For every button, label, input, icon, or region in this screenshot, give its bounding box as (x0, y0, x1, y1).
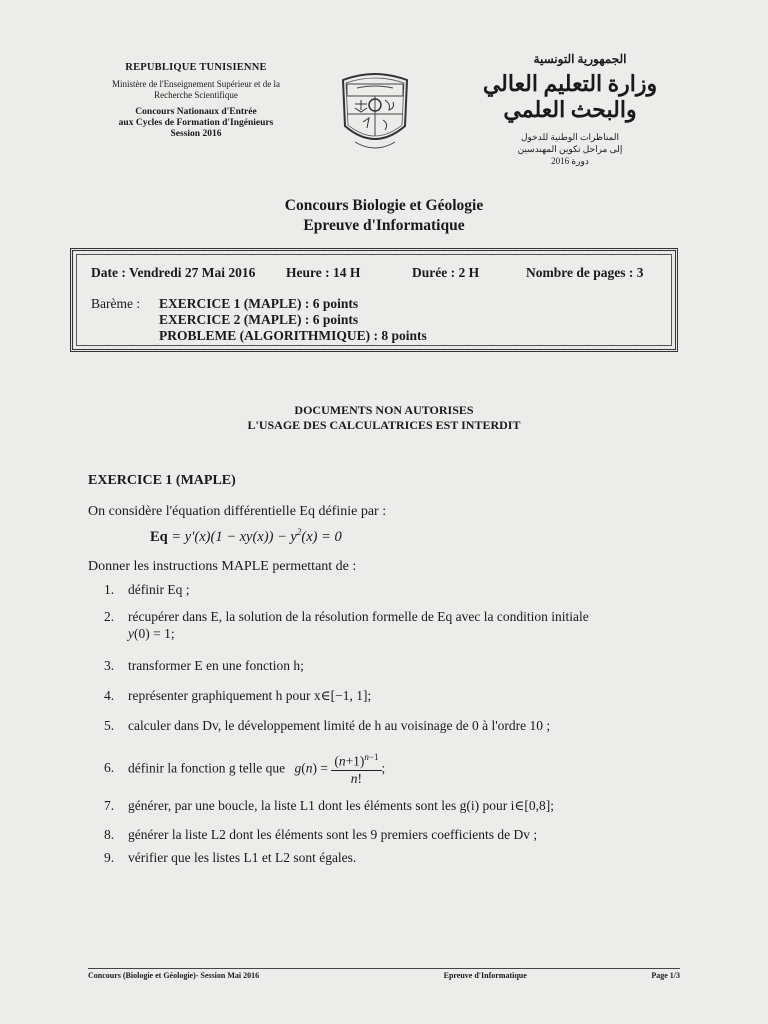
header-left (96, 62, 296, 140)
initial-condition: y(0) = 1; (128, 626, 175, 641)
exam-subtitle: Epreuve d'Informatique (303, 217, 465, 234)
grading-scale (91, 296, 427, 344)
footer-left: Concours (Biologie et Géologie)- Session Mai 2016 (88, 971, 260, 980)
exercise1-heading: EXERCICE 1 (MAPLE) (88, 473, 236, 488)
list-item: 1. définir Eq ; (104, 582, 190, 597)
differential-equation: $Eq = y'(x)(1 - xy(x)) - y^2(x) = 0$ (150, 527, 342, 545)
warning-documents: DOCUMENTS NON AUTORISES (294, 403, 474, 417)
grading-item: PROBLEME (ALGORITHMIQUE) : 8 points (159, 328, 427, 343)
arabic-country: الجمهورية التونسية (533, 52, 627, 66)
exam-duration: Durée : 2 H (412, 265, 480, 280)
exercise1-intro: On considère l'équation différentielle Eq définie par : (88, 504, 387, 519)
arabic-session: دورة 2016 (551, 156, 589, 166)
exam-page-count: Nombre de pages : 3 (526, 265, 644, 280)
warning-calculators: L'USAGE DES CALCULATRICES EST INTERDIT (247, 418, 521, 432)
exam-info-box (70, 248, 678, 352)
list-item: 2. récupérer dans E, la solution de la résolution formelle de Eq avec la condition initiale (104, 609, 589, 624)
list-item: 9. vérifier que les listes L1 et L2 sont égales. (104, 850, 357, 865)
grading-item: EXERCICE 2 (MAPLE) : 6 points (159, 312, 359, 327)
page-footer (88, 968, 680, 980)
function-g-formula: g(n) = $\frac{(n+1)^{n-1}}{n!}$ ; (294, 752, 386, 786)
grading-item: EXERCICE 1 (MAPLE) : 6 points (159, 296, 359, 311)
concours-line2: aux Cycles de Formation d'Ingénieurs (118, 118, 274, 128)
exam-date: Date : Vendredi 27 Mai 2016 (91, 265, 256, 280)
exam-time: Heure : 14 H (286, 265, 361, 280)
list-item: 4. représenter graphiquement h pour x∈[−1, 1]; (104, 688, 372, 703)
arabic-concours2: إلى مراحل تكوين المهندسين (517, 144, 623, 154)
tunisia-emblem-icon (335, 70, 415, 156)
footer-center: Epreuve d'Informatique (443, 971, 527, 980)
exam-info-line (91, 265, 657, 281)
arabic-concours1: المناظرات الوطنية للدخول (520, 132, 619, 142)
exercise1-instructions: Donner les instructions MAPLE permettant de : (88, 559, 357, 574)
exam-title: Concours Biologie et Géologie (284, 197, 484, 214)
list-item: 3. transformer E en une fonction h; (104, 658, 304, 673)
footer-page-number: Page 1/3 (651, 971, 680, 980)
list-item: 5. calculer dans Dv, le développement limité de h au voisinage de 0 à l'ordre 10 ; (104, 718, 551, 733)
session-label: Session 2016 (170, 129, 222, 139)
grading-label: Barème : (91, 296, 141, 311)
list-item: 8. générer la liste L2 dont les éléments sont les 9 premiers coefficients de Dv ; (104, 827, 538, 842)
header-right-arabic (470, 52, 670, 167)
ministry-name: Ministère de l'Enseignement Supérieur et de la Recherche Scientifique (111, 79, 281, 100)
country-name: REPUBLIQUE TUNISIENNE (125, 62, 267, 73)
arabic-ministry: وزارة التعليم العالي والبحث العلمي (482, 71, 658, 122)
list-item: 6. définir la fonction g telle que g(n) = $\frac{(n+1)^{n-1}}{n!}$ ; (104, 752, 386, 786)
list-item: 7. générer, par une boucle, la liste L1 dont les éléments sont les g(i) pour i∈[0,8]; (104, 798, 554, 813)
concours-line1: Concours Nationaux d'Entrée (135, 107, 257, 117)
